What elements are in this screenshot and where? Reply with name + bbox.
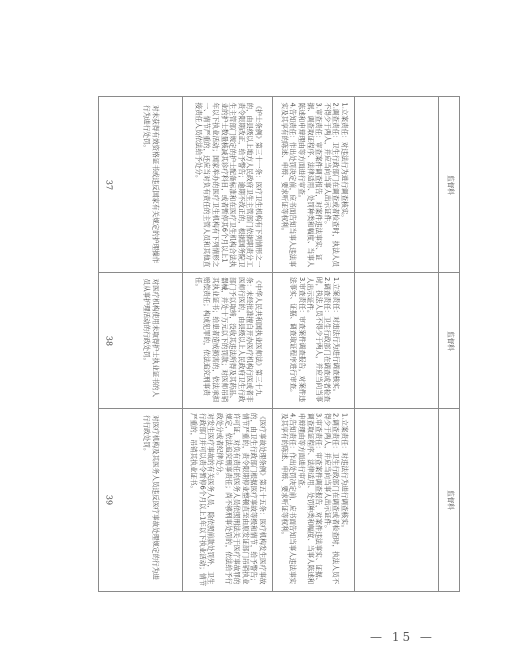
basis-cell xyxy=(183,273,272,408)
row-number: 39 xyxy=(104,494,114,506)
duty-cell xyxy=(273,273,354,408)
item-cell xyxy=(119,97,182,272)
table-row xyxy=(99,273,461,408)
row-number-cell xyxy=(99,97,119,272)
item-text: 对未获得有效资格证书或违反国家有关规定的护理操作行为进行处罚。 xyxy=(142,104,160,263)
row-number-cell xyxy=(99,273,119,408)
office-cell xyxy=(439,273,461,408)
table-row xyxy=(99,97,461,272)
basis-cell xyxy=(183,97,272,272)
row-number: 38 xyxy=(104,335,114,346)
item-cell xyxy=(119,409,182,591)
table-row xyxy=(99,409,461,591)
basis-cell xyxy=(183,409,272,591)
office-text: 监督科 xyxy=(446,490,455,510)
duty-cell xyxy=(273,97,354,272)
enforcement-table xyxy=(98,96,460,592)
page-number: — 15 — xyxy=(370,630,435,644)
row-number-cell xyxy=(99,409,119,591)
office-text: 监督科 xyxy=(446,174,455,195)
basis-text: 《医疗事故处理条例》第五十五条：医疗机构发生医疗事故的，由卫生行政部门根据医疗事故等级和情节，给予警告；情节严重的，责令限期停业整顿直至由原发证部门吊销执业许可证，对负有责任的医务人员依照刑法关于医疗事故罪的规定，依法追究刑事责任；尚不够刑事处罚的，依法给予行政处分或者纪律处分。 对发生医疗事故的有关医务人员，除依照前款处罚外，卫生行政部门并可以责令暂停6个月以上1年以下执业活动；情节严重的，吊销其执业证书。 xyxy=(189,413,267,587)
office-cell xyxy=(439,409,461,591)
basis-text: 《护士条例》第三十一条：医疗卫生机构有下列情形之一的，由县级以上地方人民政府卫生主管部门依据职责分工责令限期改正，给予警告；逾期不改正的，根据国务院卫生主管部门规定的护士配备标准和在医疗卫生机构合法执业的护士数量核减其诊疗科目，或者暂停其6个月以上1年以下执业活动；国家举办的医疗卫生机构有下列情形之一、情节严重的，还应当对负有责任的主管人员和其他直接责任人员依法给予处分。 xyxy=(193,102,262,267)
item-text: 对医疗机构使用未取得护士执业证书的人员从事护理活动的行政处罚。 xyxy=(142,278,160,397)
duty-text: 1.立案责任：对违法行为进行调查核实。 2.调查责任：卫生行政部门在调查或者检查时，执法人员不得少于两人，并应当向当事人出示证件。 3.审查责任：审查案件调查报告，对案件违法事实、证据、调查取证程序、法律适用、处罚种类和幅度、当事人陈述和申辩理由等方面进行审查。 4.告知责任：作出处罚决定前，应书面告知当事人违法事实及其享有的陈述、申辩、要求听证等权利。 xyxy=(279,102,348,267)
office-text: 监督科 xyxy=(446,330,455,351)
item-text: 对医疗机构及其医务人员违反医疗事故处理规定的行为进行行政处罚。 xyxy=(142,415,160,580)
office-cell xyxy=(439,97,461,272)
duty-text: 1.立案责任：对违法行为进行调查核实。 2.调查责任：卫生行政部门在调查或者检查时，执法人员不得少于两人，并应当向当事人出示证件。 3.审查责任：审查案件调查报告，对案件违法事实、证据、调查取证程序、法律适用、处罚种类和幅度、当事人陈述和申辩理由等方面进行审查。 4.告知责任：作出处罚决定前，应书面告知当事人违法事实及其享有的陈述、申辩、要求听证等权利。 xyxy=(279,413,348,585)
basis-text: 《中华人民共和国执业医师法》第三十九条：未经批准擅自开办医疗机构行医或者非医师行医的，由县级以上人民政府卫生行政部门予以取缔，没收其违法所得及其药品、器械，并处十万元以下的罚款；对医师吊销其执业证书；给患者造成损害的，依法承担赔偿责任；构成犯罪的，依法追究刑事责任。 xyxy=(193,276,262,402)
duty-cell xyxy=(273,409,354,591)
duty-text: 1.立案责任：对违法行为进行调查核实。 2.调查责任：卫生行政部门在调查或者检查时，执法人员不得少于两人，并应当向当事人出示证件。 3.审查责任：审查案件调查报告，对案件违法事实、证据、调查取证程序进行审查。 xyxy=(288,276,340,402)
row-number: 37 xyxy=(104,179,114,190)
item-cell xyxy=(119,273,182,408)
